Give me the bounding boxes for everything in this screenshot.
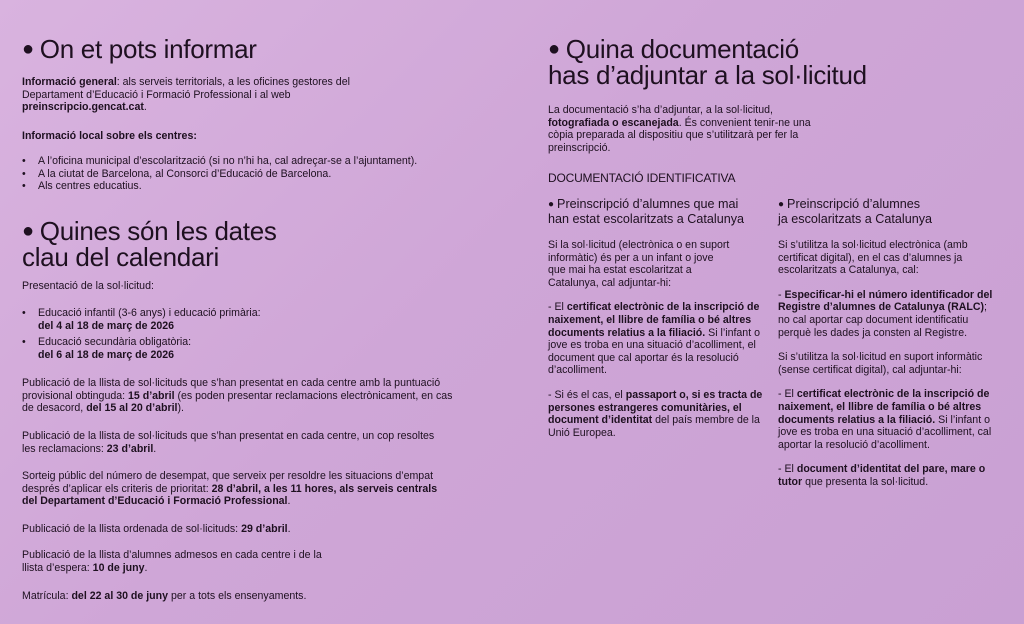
subcolumn-title: ● Preinscripció d’alumnes ja escolaritzats a Catalunya xyxy=(778,197,933,226)
paragraph: - Especificar-hi el número identificador del Registre d’alumnes de Catalunya (RALC); no cal aportar cap document identificatiu perquè les dades ja consten al Registre. xyxy=(778,288,993,339)
list-item: • A la ciutat de Barcelona, al Consorci d’Educació de Barcelona. xyxy=(22,168,482,181)
paragraph: - Si és el cas, el passaport o, si es tracta de persones estrangeres comunitàries, el document d’identitat del país membre de la Unió Europea. xyxy=(548,388,763,439)
info-local-title: Informació local sobre els centres: xyxy=(22,130,197,142)
bullet-icon: ● xyxy=(22,38,34,60)
bullet-icon: ● xyxy=(548,38,560,60)
heading-on-et-pots-informar: ● On et pots informar xyxy=(22,34,257,64)
list-item: • Als centres educatius. xyxy=(22,180,482,193)
paragraph: - El certificat electrònic de la inscripció de naixement, el llibre de família o bé altres documents relatius a la filiació. Si l’infant o jove es troba en una situació d’acolliment, el document que cal aportar és la resolució d’acolliment. xyxy=(548,301,760,377)
bullet-icon: ● xyxy=(778,199,785,210)
paragraph-llista-resolta: Publicació de la llista de sol·licituds que s’han presentat en cada centre, un cop resoltes les reclamacions: 23 d’abril. xyxy=(22,430,435,455)
list-item: • Educació infantil (3-6 anys) i educació primària: del 4 al 18 de març de 2026 xyxy=(22,307,482,332)
bullet-icon: ● xyxy=(548,199,555,210)
paragraph: Si s’utilitza la sol·licitud en suport informàtic (sense certificat digital), cal adjuntar-hi: xyxy=(778,351,983,376)
subcolumn-never-enrolled xyxy=(548,197,763,439)
subcolumn-title: ● Preinscripció d’alumnes que mai han estat escolaritzats a Catalunya xyxy=(548,197,745,226)
heading-dates-line1: ● Quines són les dates xyxy=(22,216,277,246)
paragraph-sorteig: Sorteig públic del número de desempat, que serveix per resoldre les situacions d’empat després d’aplicar els criteris de prioritat: 28 d’abril, a les 11 hores, als serveis centrals del Departament d’Educació i Formació Professional. xyxy=(22,470,438,508)
paragraph-matricula: Matrícula: del 22 al 30 de juny per a tots els ensenyaments. xyxy=(22,590,307,602)
paragraph-admesos: Publicació de la llista d’alumnes admesos en cada centre i de la llista d’espera: 10 de juny. xyxy=(22,549,322,574)
documentacio-intro: La documentació s’ha d’adjuntar, a la sol·licitud, fotografiada o escanejada. És convenient tenir-ne una còpia preparada al dispositiu que s’utilitzarà per fer la preinscripció. xyxy=(548,104,811,154)
paragraph: - El certificat electrònic de la inscripció de naixement, el llibre de família o bé altres documents relatius a la filiació. Si l’infant o jove es troba en una situació d’acolliment, cal aportar la resolució d’acolliment. xyxy=(778,388,992,451)
info-local-list xyxy=(22,155,482,193)
list-item: • A l’oficina municipal d’escolarització (si no n’hi ha, cal adreçar-se a l’ajuntament). xyxy=(22,155,482,168)
heading-documentacio-line1: ● Quina documentació xyxy=(548,34,799,64)
info-general: Informació general: als serveis territorials, a les oficines gestores del Departament d’Educació i Formació Professional i al web preinscripcio.gencat.cat. xyxy=(22,76,350,114)
web-link[interactable]: preinscripcio.gencat.cat xyxy=(22,101,144,114)
heading-dates-line2: clau del calendari xyxy=(22,242,219,272)
paragraph-llista-ordenada: Publicació de la llista ordenada de sol·licituds: 29 d’abril. xyxy=(22,523,291,535)
section-title: DOCUMENTACIÓ IDENTIFICATIVA xyxy=(548,171,736,185)
bullet-icon: ● xyxy=(22,220,34,242)
paragraph: Si la sol·licitud (electrònica o en suport informàtic) és per a un infant o jove que mai ha estat escolaritzat a Catalunya, cal adjuntar-hi: xyxy=(548,239,730,289)
paragraph: Si s’utilitza la sol·licitud electrònica (amb certificat digital), en el cas d’alumnes ja escolaritzats a Catalunya, cal: xyxy=(778,239,968,277)
subcolumn-already-enrolled xyxy=(778,197,996,489)
presentacio-label: Presentació de la sol·licitud: xyxy=(22,280,154,292)
paragraph-llista-provisional: Publicació de la llista de sol·licituds que s’han presentat en cada centre amb la puntuació provisional obtinguda: 15 d’abril (es poden presentar reclamacions electrònicament, en cas de desacord, del 15 al 20 d’abril). xyxy=(22,377,453,415)
dates-list xyxy=(22,307,482,361)
heading-documentacio-line2: has d’adjuntar a la sol·licitud xyxy=(548,60,867,90)
list-item: • Educació secundària obligatòria: del 6 al 18 de març de 2026 xyxy=(22,336,482,361)
paragraph: - El document d’identitat del pare, mare o tutor que presenta la sol·licitud. xyxy=(778,463,986,488)
